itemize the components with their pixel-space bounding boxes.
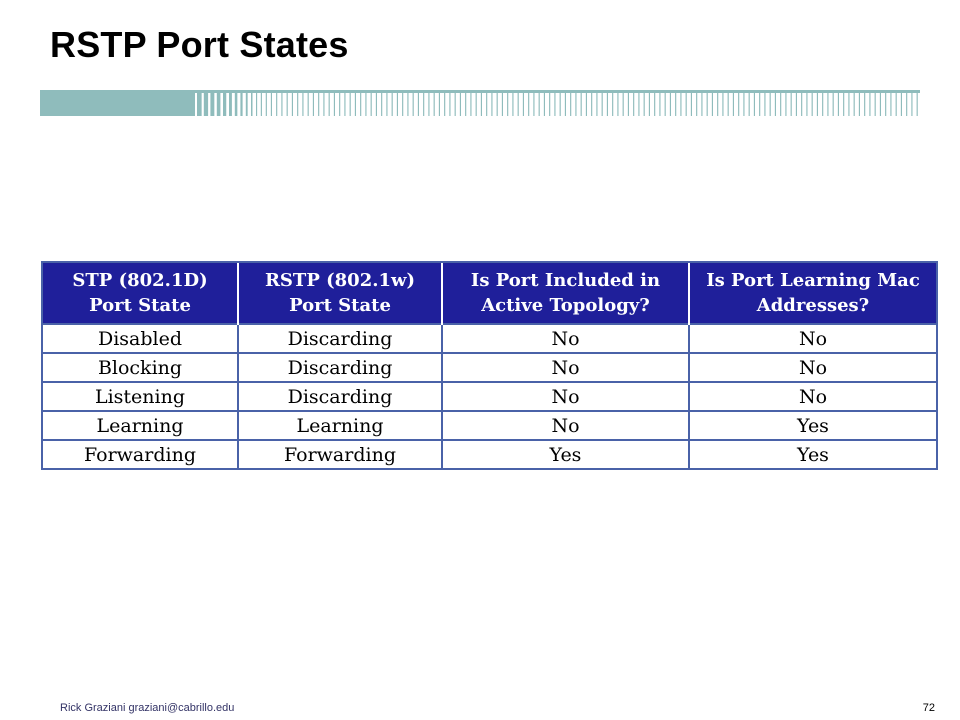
rule-stripe <box>261 93 262 116</box>
rule-stripe <box>780 93 781 116</box>
table-cell: Discarding <box>238 353 442 382</box>
rule-stripe <box>596 93 597 116</box>
rule-stripe <box>754 93 755 116</box>
rule-stripe <box>885 93 886 116</box>
rule-stripe <box>292 93 293 116</box>
rule-stripe <box>392 93 393 116</box>
table-cell: No <box>689 353 936 382</box>
table-cell: No <box>689 324 936 353</box>
rule-stripe <box>240 93 242 116</box>
rule-stripe <box>638 93 639 116</box>
table-row <box>43 324 936 353</box>
table-cell: No <box>442 324 689 353</box>
rule-stripe <box>649 93 650 116</box>
rule-stripe <box>633 93 634 116</box>
rule-stripe <box>376 93 377 116</box>
rule-stripe <box>785 93 786 116</box>
rule-stripe <box>575 93 576 116</box>
rule-stripe <box>743 93 744 116</box>
rule-stripe <box>875 93 876 116</box>
rule-stripe <box>455 93 456 116</box>
rule-stripe <box>644 93 645 116</box>
rule-stripe <box>560 93 561 116</box>
rule-stripe <box>544 93 545 116</box>
rule-stripe <box>827 93 828 116</box>
rule-stripe <box>470 93 471 116</box>
rule-stripe <box>848 93 849 116</box>
rule-stripe <box>806 93 807 116</box>
rule-stripe <box>770 93 771 116</box>
rule-stripe <box>229 93 232 116</box>
table-cell: No <box>689 382 936 411</box>
rule-stripe <box>246 93 248 116</box>
rule-stripe <box>507 93 508 116</box>
rule-stripe <box>460 93 461 116</box>
rule-stripe <box>602 93 603 116</box>
rule-stripe <box>617 93 618 116</box>
rule-stripe <box>539 93 540 116</box>
rule-stripe <box>481 93 482 116</box>
rule-stripe <box>444 93 445 116</box>
rule-stripe <box>266 93 267 116</box>
rule-stripe <box>911 93 912 116</box>
slide-title: RSTP Port States <box>50 24 349 65</box>
rule-stripe <box>812 93 813 116</box>
rule-stripe <box>523 93 524 116</box>
title-decorative-rule <box>40 90 920 116</box>
table-row <box>43 440 936 468</box>
rule-stripe <box>796 93 797 116</box>
header-stp-port-state <box>43 263 238 324</box>
rule-stripe <box>276 93 277 116</box>
rule-stripe <box>654 93 655 116</box>
rule-stripe <box>223 93 226 116</box>
rule-stripe <box>691 93 692 116</box>
rule-stripe <box>434 93 435 116</box>
rule-stripe <box>581 93 582 116</box>
table-cell: Blocking <box>43 353 238 382</box>
rule-stripe <box>518 93 519 116</box>
rule-stripe <box>917 93 918 116</box>
rule-stripe <box>360 93 361 116</box>
rule-stripe <box>344 93 345 116</box>
rule-stripe <box>190 93 195 116</box>
rule-stripe <box>854 93 855 116</box>
rule-stripe <box>764 93 765 116</box>
port-states-table-frame <box>41 261 938 470</box>
rule-stripe <box>465 93 466 116</box>
table-cell: Forwarding <box>238 440 442 468</box>
rule-stripe <box>859 93 860 116</box>
rule-stripe <box>749 93 750 116</box>
rule-stripe <box>197 93 202 116</box>
header-line: Addresses? <box>756 295 870 316</box>
rule-stripe <box>901 93 902 116</box>
rule-stripe <box>313 93 314 116</box>
table-cell: Discarding <box>238 382 442 411</box>
rule-stripe <box>371 93 372 116</box>
rule-stripe <box>210 93 214 116</box>
rule-stripe <box>906 93 907 116</box>
rule-stripe <box>817 93 818 116</box>
rule-stripe <box>386 93 387 116</box>
header-rstp-port-state <box>238 263 442 324</box>
rule-stripe <box>423 93 424 116</box>
rule-stripe <box>628 93 629 116</box>
rule-stripe <box>428 93 429 116</box>
table-cell: Yes <box>689 411 936 440</box>
header-line: Port State <box>289 295 391 316</box>
rule-stripe <box>680 93 681 116</box>
rule-stripe <box>728 93 729 116</box>
table-cell: Learning <box>238 411 442 440</box>
rule-stripe <box>271 93 272 116</box>
rule-stripe <box>822 93 823 116</box>
rule-stripe <box>686 93 687 116</box>
header-line: RSTP (802.1w) <box>264 270 416 291</box>
page-number: 72 <box>922 702 935 714</box>
rule-stripe <box>486 93 487 116</box>
header-line: STP (802.1D) <box>72 270 208 291</box>
rule-stripe <box>413 93 414 116</box>
rule-solid-block <box>40 90 190 116</box>
table-row <box>43 353 936 382</box>
rule-stripe <box>334 93 335 116</box>
rule-stripe <box>329 93 330 116</box>
rule-stripe <box>738 93 739 116</box>
rule-stripe <box>235 93 238 116</box>
table-cell: Discarding <box>238 324 442 353</box>
table-cell: Disabled <box>43 324 238 353</box>
header-line: Is Port Learning Mac <box>706 270 920 291</box>
rule-stripe <box>670 93 671 116</box>
table-header-row <box>43 263 936 324</box>
rule-stripe <box>287 93 288 116</box>
rule-stripe <box>512 93 513 116</box>
rule-stripe <box>476 93 477 116</box>
rule-stripe <box>439 93 440 116</box>
rule-stripe <box>302 93 303 116</box>
rule-stripe <box>323 93 324 116</box>
rule-stripe <box>612 93 613 116</box>
rule-stripe <box>775 93 776 116</box>
header-line: Is Port Included in <box>470 270 661 291</box>
rule-stripe <box>701 93 702 116</box>
table-cell: Forwarding <box>43 440 238 468</box>
rule-stripe <box>659 93 660 116</box>
rule-stripe <box>791 93 792 116</box>
table-cell: Listening <box>43 382 238 411</box>
rule-stripe <box>554 93 555 116</box>
rule-stripe <box>217 93 221 116</box>
table-cell: No <box>442 411 689 440</box>
header-line: Active Topology? <box>481 295 650 316</box>
rule-stripe <box>623 93 624 116</box>
rule-stripe <box>833 93 834 116</box>
rule-stripe <box>308 93 309 116</box>
table-cell: Yes <box>442 440 689 468</box>
rule-stripes <box>190 93 918 116</box>
rule-stripe <box>586 93 587 116</box>
rule-stripe <box>497 93 498 116</box>
rule-stripe <box>402 93 403 116</box>
rule-stripe <box>528 93 529 116</box>
rule-stripe <box>297 93 298 116</box>
rule-stripe <box>397 93 398 116</box>
table-cell: No <box>442 353 689 382</box>
rule-stripe <box>491 93 492 116</box>
rule-stripe <box>350 93 351 116</box>
rule-stripe <box>204 93 208 116</box>
rule-stripe <box>256 93 257 116</box>
rule-stripe <box>843 93 844 116</box>
table-row <box>43 382 936 411</box>
rule-stripe <box>570 93 571 116</box>
rule-stripe <box>251 93 253 116</box>
rule-stripe <box>838 93 839 116</box>
rule-stripe <box>418 93 419 116</box>
rule-stripe <box>707 93 708 116</box>
rule-stripe <box>407 93 408 116</box>
rule-stripe <box>864 93 865 116</box>
table-cell: Yes <box>689 440 936 468</box>
rule-stripe <box>733 93 734 116</box>
table-row <box>43 411 936 440</box>
rule-stripe <box>355 93 356 116</box>
header-active-topology <box>442 263 689 324</box>
table-cell: Learning <box>43 411 238 440</box>
header-line: Port State <box>89 295 191 316</box>
header-learning-mac <box>689 263 936 324</box>
rule-stripe <box>896 93 897 116</box>
rule-stripe <box>869 93 870 116</box>
rule-stripe <box>533 93 534 116</box>
rule-stripe <box>318 93 319 116</box>
rule-stripe <box>502 93 503 116</box>
rule-stripe <box>591 93 592 116</box>
rule-stripe <box>281 93 282 116</box>
rule-stripe <box>607 93 608 116</box>
rule-stripe <box>665 93 666 116</box>
rule-stripe <box>712 93 713 116</box>
rule-stripe <box>801 93 802 116</box>
rule-top-line <box>190 90 920 93</box>
rule-stripe <box>890 93 891 116</box>
rule-stripe <box>339 93 340 116</box>
rule-stripe <box>549 93 550 116</box>
footer-author: Rick Graziani graziani@cabrillo.edu <box>60 702 235 714</box>
rule-stripe <box>696 93 697 116</box>
port-states-table <box>43 263 936 468</box>
rule-stripe <box>722 93 723 116</box>
rule-stripe <box>449 93 450 116</box>
rule-stripe <box>675 93 676 116</box>
rule-stripe <box>880 93 881 116</box>
rule-stripe <box>365 93 366 116</box>
rule-stripe <box>381 93 382 116</box>
table-cell: No <box>442 382 689 411</box>
rule-stripe <box>759 93 760 116</box>
rule-stripe <box>717 93 718 116</box>
rule-stripe <box>565 93 566 116</box>
